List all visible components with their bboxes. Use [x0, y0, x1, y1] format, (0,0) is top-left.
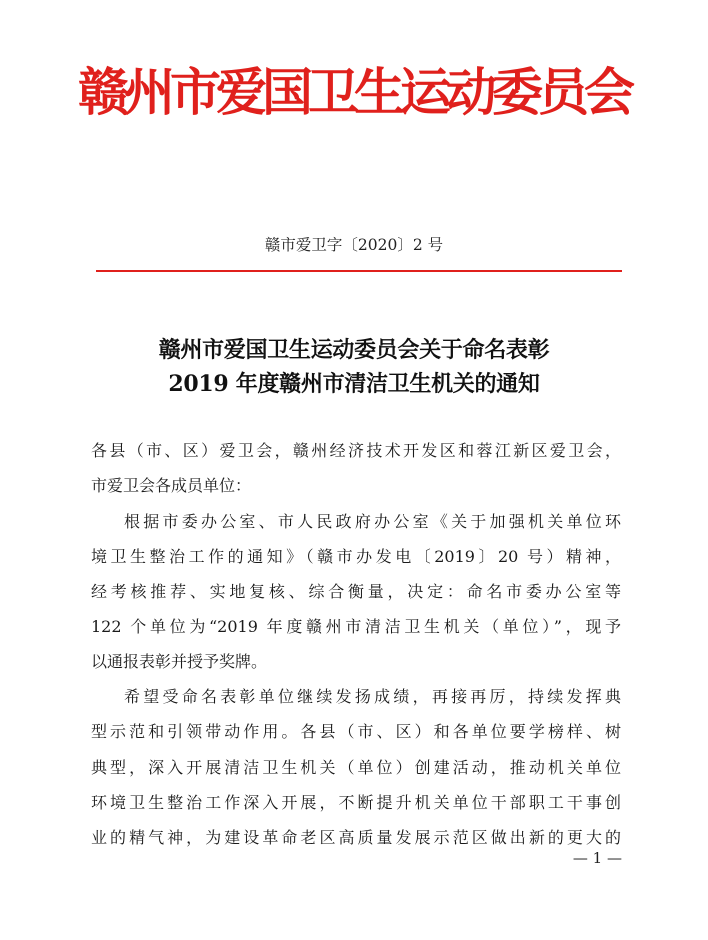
paragraph-1-line-5: 以通报表彰并授予奖牌。: [91, 652, 268, 671]
paragraph-2-line-3: 典型，深入开展清洁卫生机关（单位）创建活动，推动机关单位: [91, 758, 621, 777]
addressee-line-2: 市爱卫会各成员单位：: [91, 476, 252, 495]
paragraph-1-line-1: 根据市委办公室、市人民政府办公室《关于加强机关单位环: [124, 512, 621, 531]
document-title-line-1: 赣州市爱国卫生运动委员会关于命名表彰: [158, 337, 550, 363]
addressee-line-1: 各县（市、区）爱卫会，赣州经济技术开发区和蓉江新区爱卫会，: [91, 441, 621, 460]
organization-masthead: 赣州市爱国卫生运动委员会: [77, 63, 630, 123]
paragraph-2-line-4: 环境卫生整治工作深入开展，不断提升机关单位干部职工干事创: [91, 793, 621, 812]
paragraph-1-line-3: 经考核推荐、实地复核、综合衡量，决定：命名市委办公室等: [91, 582, 621, 601]
paragraph-2-line-1: 希望受命名表彰单位继续发扬成绩，再接再厉，持续发挥典: [124, 687, 621, 706]
page-number: — 1 —: [572, 849, 622, 867]
paragraph-1-line-4: 122 个单位为“2019 年度赣州市清洁卫生机关（单位）”，现予: [91, 617, 621, 636]
paragraph-2-line-5: 业的精气神，为建设革命老区高质量发展示范区做出新的更大的: [91, 828, 621, 847]
document-number: 赣市爱卫字〔2020〕2 号: [264, 236, 444, 254]
red-divider-line: [96, 270, 622, 272]
paragraph-1-line-2: 境卫生整治工作的通知》（赣市办发电〔2019〕20 号）精神，: [91, 547, 621, 566]
paragraph-2-line-2: 型示范和引领带动作用。各县（市、区）和各单位要学榜样、树: [91, 722, 621, 741]
document-title-line-2: 2019 年度赣州市清洁卫生机关的通知: [168, 371, 540, 397]
